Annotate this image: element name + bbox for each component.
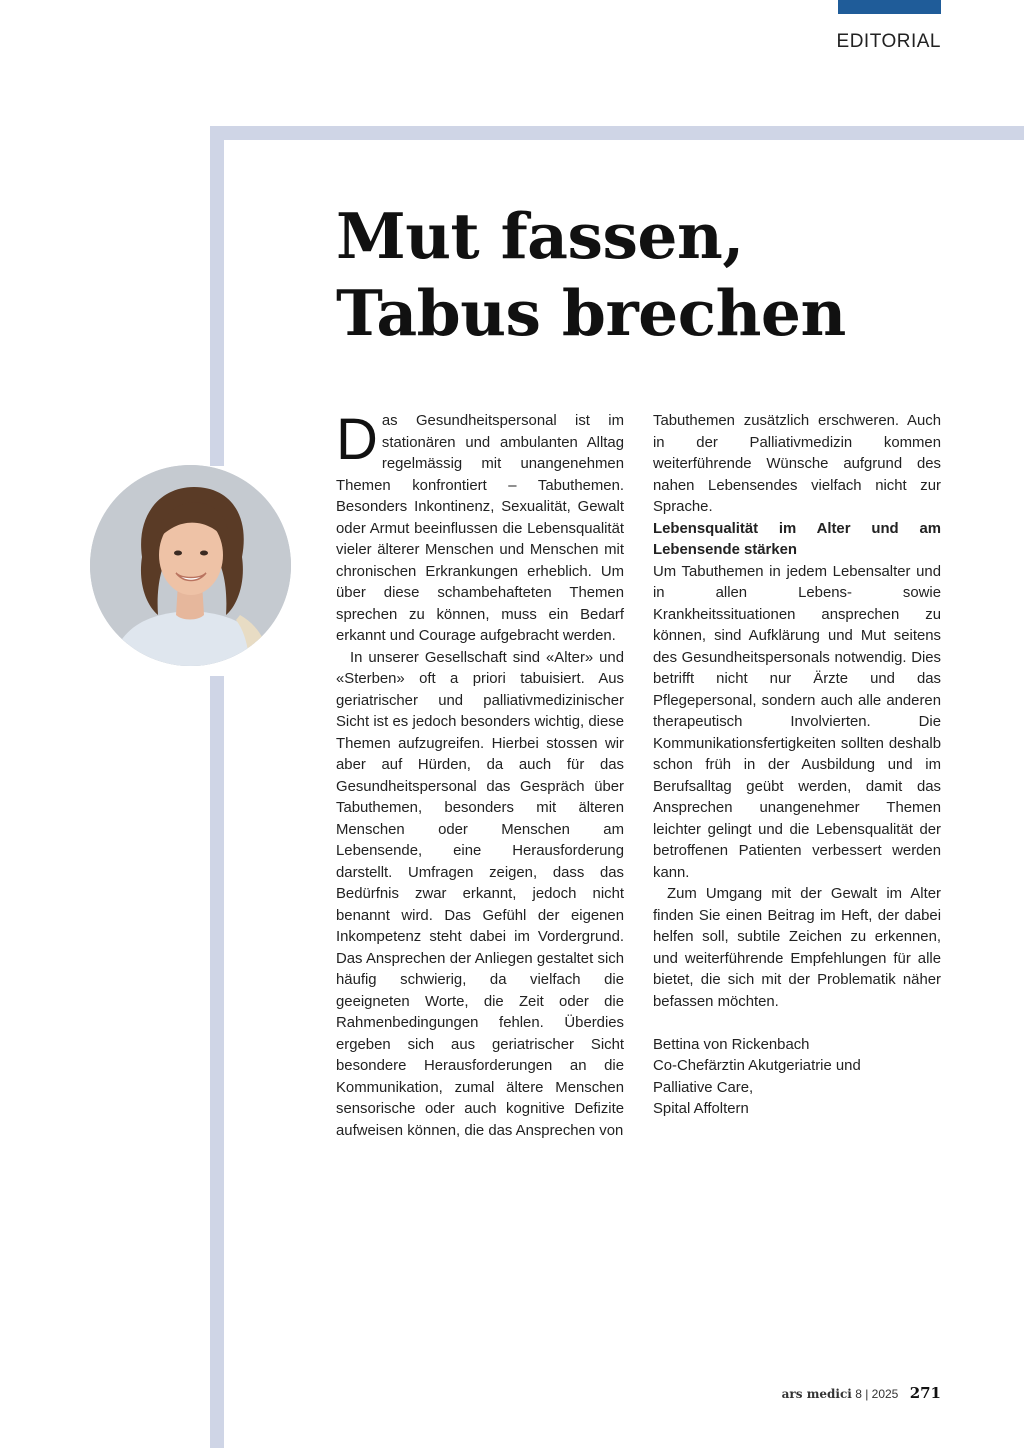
frame-left-bar-upper (210, 126, 224, 466)
page-footer (782, 1384, 941, 1402)
author-portrait (90, 465, 291, 666)
text-column-right (653, 411, 941, 1121)
article-title-line1: Mut fassen, (336, 199, 744, 273)
frame-left-bar-lower (210, 676, 224, 1448)
subheading: Lebensqualität im Alter und am Lebensende stärken (653, 520, 941, 558)
issue-number: 8 | 2025 (855, 1387, 899, 1401)
section-label: EDITORIAL (836, 31, 941, 52)
author-name: Bettina von Rickenbach (653, 1036, 810, 1053)
article-title-line2: Tabus brechen (336, 276, 846, 350)
paragraph-2: In unserer Gesellschaft sind «Alter» und «Sterben» oft a priori tabuisiert. Aus geriatrischer und palliativmedizinischer Sicht ist es jedoch besonders wichtig, diese Themen aufzugreifen. Hierbei stossen wir aber auf Hürden, da auch für das Gesundheitspersonal das Gespräch über Tabuthemen, besonders mit älteren Menschen oder Menschen am Lebensende, eine Herausforderung darstellt. Umfragen zeigen, dass das Bedürfnis zwar erkannt, jedoch nicht benannt wird. Das Gefühl der eigenen Inkompetenz steht dabei im Vordergrund. Das Ansprechen der Anliegen gestaltet sich häufig schwierig, da vielfach die geeigneten Worte, die Zeit oder die Rahmenbedingungen fehlen. Überdies ergeben sich aus geriatrischer Sicht besondere Herausforderungen an die Kommunikation, zumal ältere Menschen sensorische oder auch kognitive Defizite aufweisen können, die das Ansprechen von (336, 649, 624, 1139)
author-institution: Spital Affoltern (653, 1101, 749, 1117)
paragraph-1: as Gesundheitspersonal ist im stationären und ambulanten Alltag regelmässig mit unangenehmen Themen konfrontiert – Tabuthemen. Besonders Inkontinenz, Sexualität, Gewalt oder Armut beeinflussen die Lebensqualität vieler älterer Menschen und Menschen mit chronischen Erkrankungen erheblich. Um über diese schambehafteten Themen sprechen zu können, muss ein Bedarf erkannt und Courage aufgebracht werden. (336, 413, 624, 644)
paragraph-1-container (336, 407, 624, 648)
text-column-left (336, 407, 624, 1142)
article-title (336, 198, 846, 352)
magazine-name: ars medici (781, 1387, 852, 1401)
paragraph-3: Um Tabuthemen in jedem Lebensalter und in allen Lebens- sowie Krankheitssituationen ansprechen zu können, sind Aufklärung und Mut seitens des Gesundheitspersonals notwendig. Dies betrifft nicht nur Ärzte und das Pflegepersonal, sondern auch alle anderen therapeutisch Involvierten. Die Kommunikationsfertigkeiten sollten deshalb schon früh in der Ausbildung und im Berufsalltag geübt werden, damit das Ansprechen unangenehmer Themen leichter gelingt und die Lebensqualität der betroffenen Patienten verbessert werden kann. (653, 563, 941, 881)
author-role: Co-Chefärztin Akutgeriatrie und (653, 1058, 861, 1074)
paragraph-4: Zum Umgang mit der Gewalt im Alter finden Sie einen Beitrag im Heft, der dabei helfen soll, subtile Zeichen zu erkennen, und weiterführende Empfehlungen für alle bietet, die sich mit der Problematik näher befassen möchten. (653, 886, 941, 1010)
paragraph-2-continued: Tabuthemen zusätzlich erschweren. Auch in der Palliativmedizin kommen weiterführende Wünsche aufgrund des nahen Lebensendes vielfach nicht zur Sprache. (653, 413, 941, 515)
signature-block (653, 1035, 941, 1121)
frame-top-bar (210, 126, 1024, 140)
section-color-tab (838, 0, 941, 14)
author-role-continued: Palliative Care, (653, 1079, 754, 1096)
author-portrait-image (90, 465, 291, 666)
page-number: 271 (909, 1384, 941, 1402)
drop-cap: D (336, 407, 378, 472)
